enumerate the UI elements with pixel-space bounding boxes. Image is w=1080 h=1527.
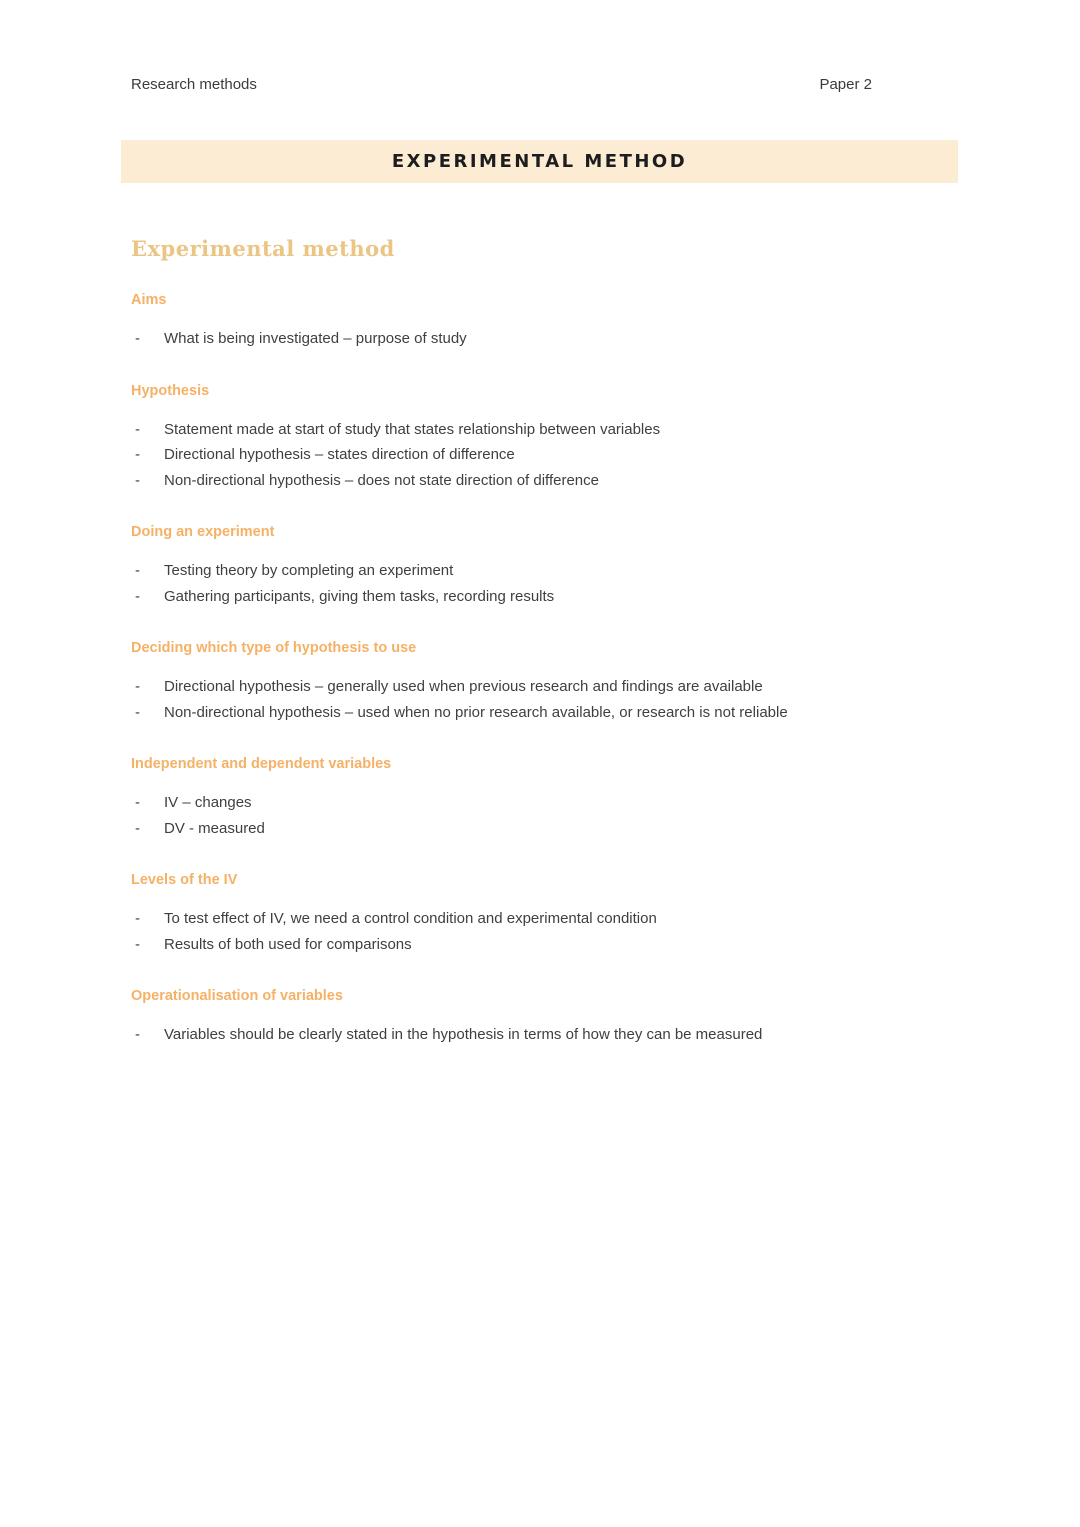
bullet-item xyxy=(131,674,960,700)
bullet-text: What is being investigated – purpose of study xyxy=(164,330,467,347)
header-right-text: Paper 2 xyxy=(819,76,872,93)
bullet-item xyxy=(131,790,960,816)
bullet-item xyxy=(131,700,960,726)
bullet-list xyxy=(131,906,960,957)
bullet-dash: - xyxy=(135,587,140,605)
bullet-text: IV – changes xyxy=(164,794,252,811)
bullet-text: To test effect of IV, we need a control condition and experimental condition xyxy=(164,910,657,927)
bullet-dash: - xyxy=(135,819,140,837)
bullet-dash: - xyxy=(135,678,140,695)
bullet-dash: - xyxy=(135,471,140,489)
bullet-item xyxy=(131,417,960,443)
bullet-item xyxy=(131,1022,960,1048)
section-heading: Deciding which type of hypothesis to use xyxy=(131,640,417,656)
document-header xyxy=(131,76,872,93)
banner-title: EXPERIMENTAL METHOD xyxy=(391,151,688,172)
bullet-list xyxy=(131,674,960,725)
bullet-text: Results of both used for comparisons xyxy=(164,935,412,953)
bullet-dash: - xyxy=(135,420,140,438)
bullet-item xyxy=(131,468,960,494)
bullet-dash: - xyxy=(135,1026,140,1043)
bullet-item xyxy=(131,558,960,584)
bullet-text: Statement made at start of study that states relationship between variables xyxy=(164,420,661,438)
bullet-list xyxy=(131,417,960,494)
bullet-dash: - xyxy=(135,562,140,579)
bullet-item xyxy=(131,906,960,932)
section xyxy=(131,524,960,609)
section xyxy=(131,292,960,352)
section xyxy=(131,988,960,1048)
section xyxy=(131,383,960,494)
bullet-dash: - xyxy=(135,910,140,927)
section-heading: Aims xyxy=(131,292,167,308)
section-heading: Hypothesis xyxy=(131,382,210,399)
bullet-dash: - xyxy=(135,330,140,347)
bullet-dash: - xyxy=(135,703,140,721)
section xyxy=(131,872,960,957)
title-banner xyxy=(121,140,958,183)
document-body xyxy=(131,236,960,1048)
bullet-text: Variables should be clearly stated in the hypothesis in terms of how they can be measured xyxy=(164,1026,763,1043)
section xyxy=(131,756,960,841)
bullet-text: Gathering participants, giving them tasks, recording results xyxy=(164,587,555,605)
section-heading: Operationalisation of variables xyxy=(131,988,343,1004)
bullet-item xyxy=(131,816,960,842)
section-heading: Doing an experiment xyxy=(131,524,275,540)
bullet-text: Directional hypothesis – states direction of difference xyxy=(164,446,515,463)
bullet-dash: - xyxy=(135,935,140,953)
bullet-list xyxy=(131,790,960,841)
header-left-text: Research methods xyxy=(131,76,257,93)
bullet-text: Non-directional hypothesis – does not state direction of difference xyxy=(164,471,599,489)
bullet-text: Non-directional hypothesis – used when no prior research available, or research is not reliable xyxy=(164,703,788,721)
bullet-dash: - xyxy=(135,794,140,811)
bullet-text: DV - measured xyxy=(164,819,265,837)
section-heading: Independent and dependent variables xyxy=(131,756,392,772)
bullet-item xyxy=(131,326,960,352)
page-title: Experimental method xyxy=(131,236,395,261)
bullet-list xyxy=(131,1022,960,1048)
section-heading: Levels of the IV xyxy=(131,872,238,888)
section xyxy=(131,640,960,725)
bullet-text: Testing theory by completing an experiment xyxy=(164,562,454,579)
bullet-list xyxy=(131,558,960,609)
bullet-text: Directional hypothesis – generally used when previous research and findings are available xyxy=(164,678,763,695)
bullet-item xyxy=(131,584,960,610)
bullet-list xyxy=(131,326,960,352)
bullet-dash: - xyxy=(135,446,140,463)
bullet-item xyxy=(131,442,960,468)
sections xyxy=(131,292,960,1048)
bullet-item xyxy=(131,932,960,958)
